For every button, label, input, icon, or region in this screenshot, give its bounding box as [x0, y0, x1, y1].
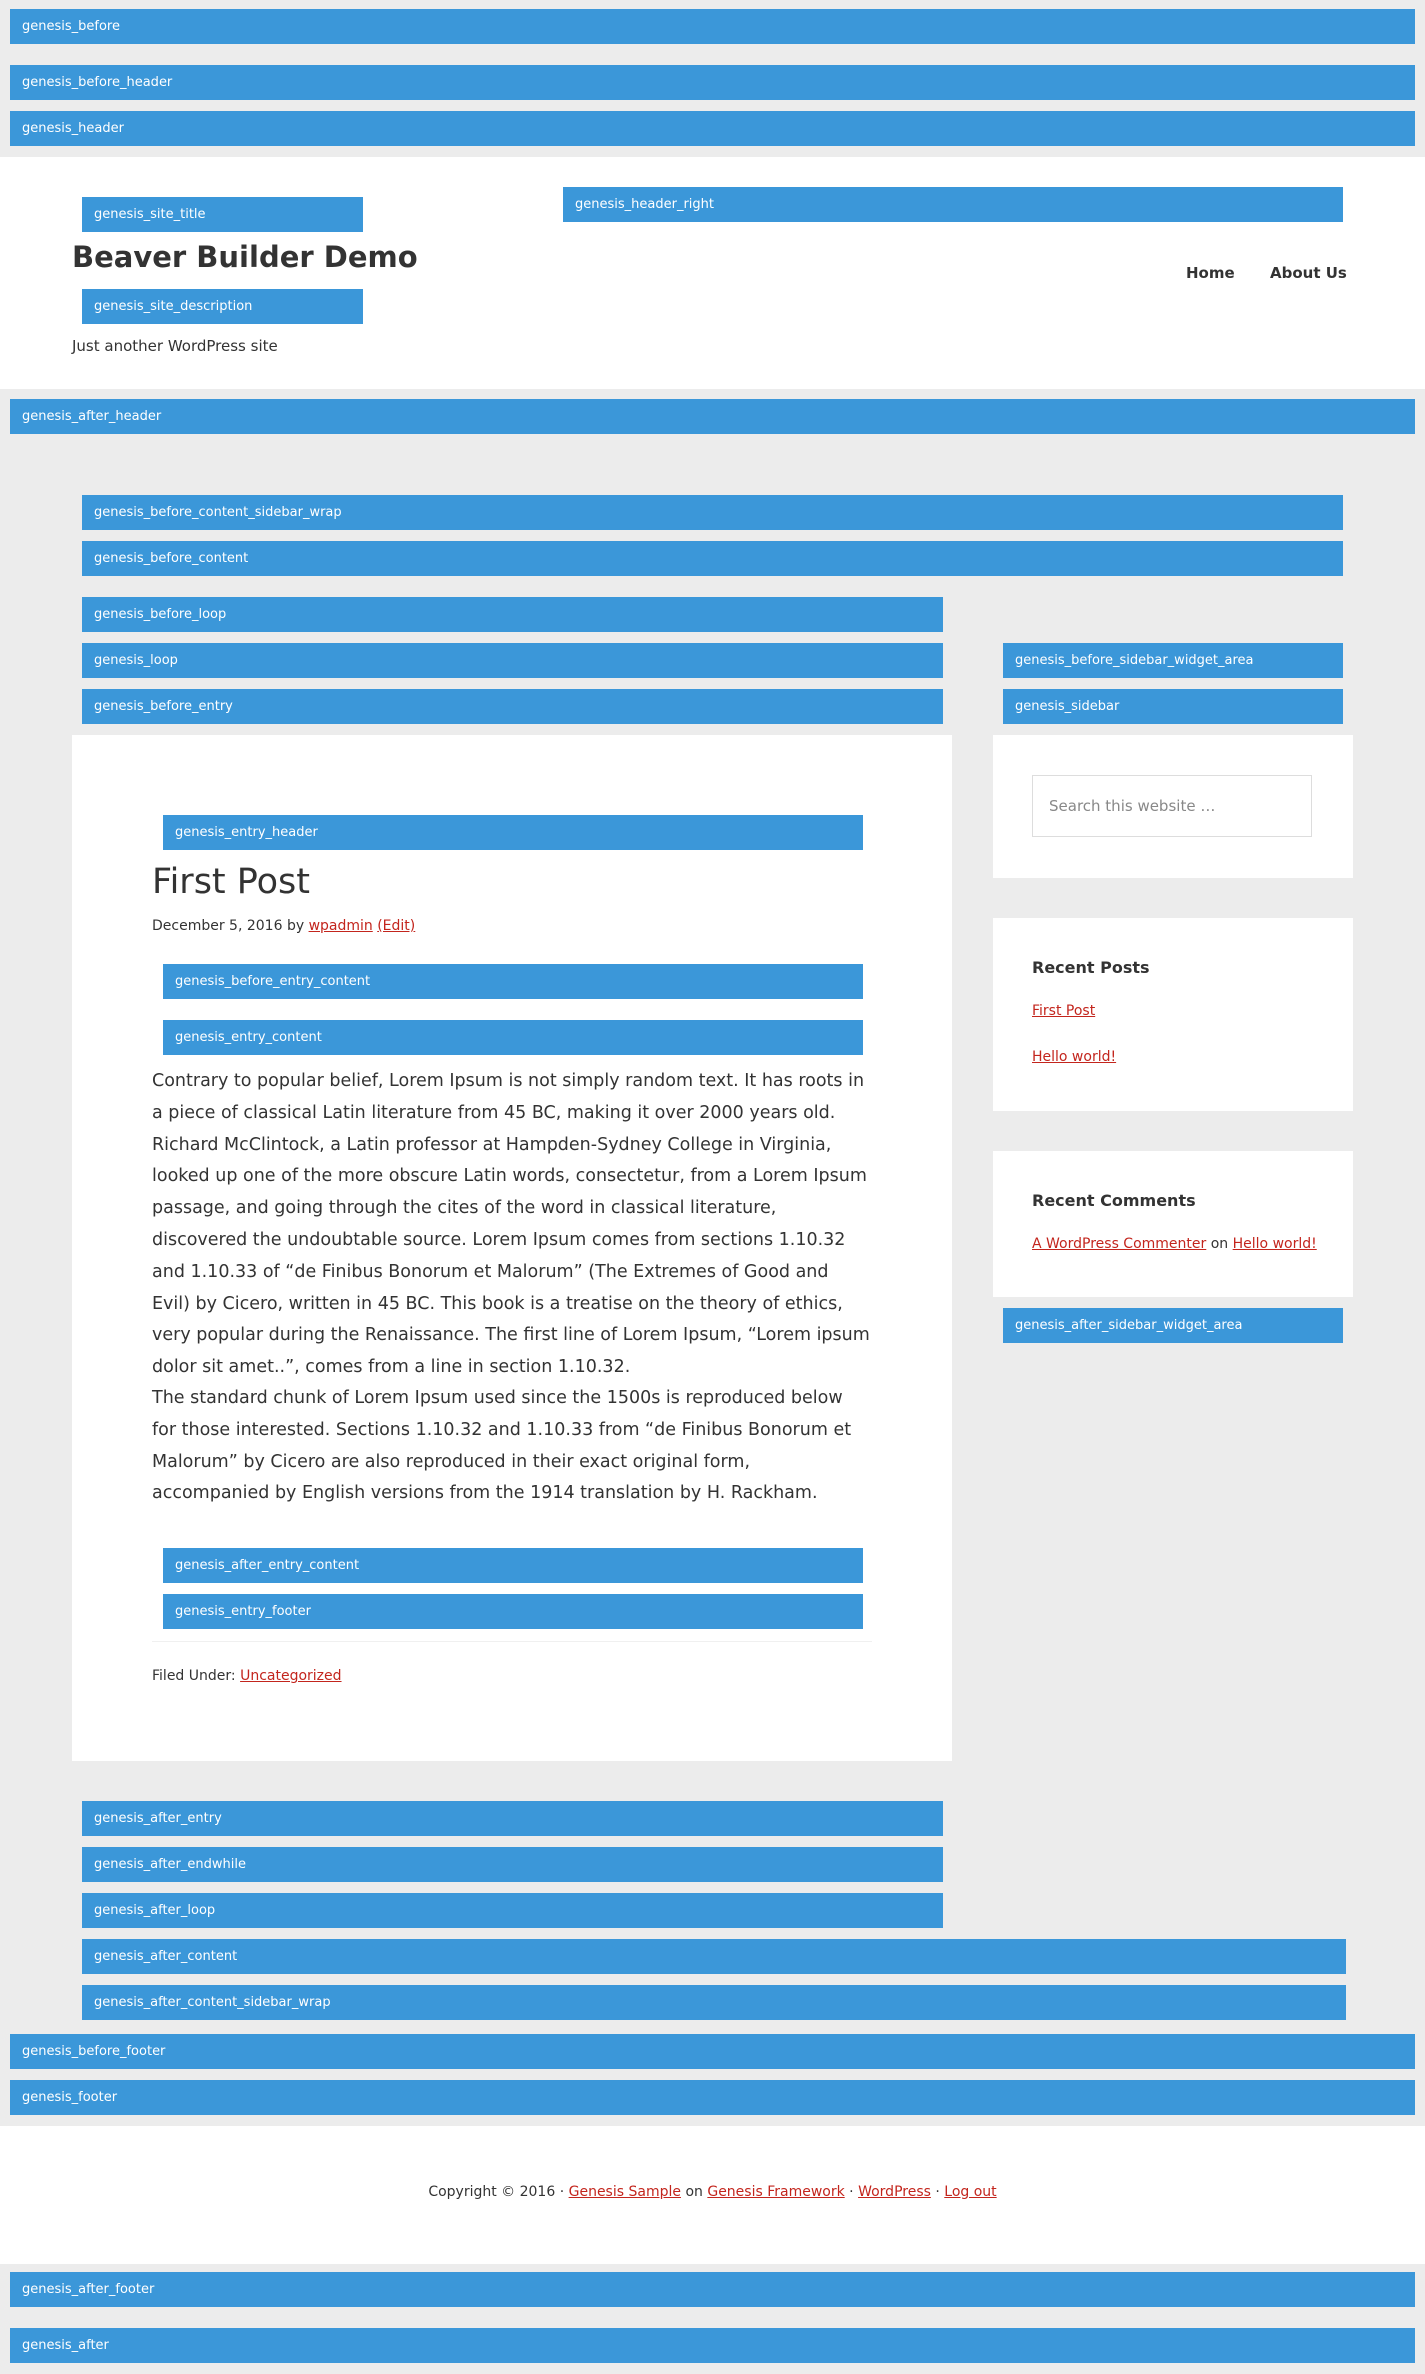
entry-edit-link[interactable]: (Edit) [377, 918, 416, 934]
hook-genesis-after-header: genesis_after_header [10, 399, 1415, 434]
entry-paragraph-2: The standard chunk of Lorem Ipsum used since the 1500s is reproduced below for those interested. Sections 1.10.32 and 1.10.33 from “de Finibus Bonorum et Malorum” by Cicero are also reproduced in their exact original form, accompanied by English versions from the 1914 translation by H. Rackham. [152, 1388, 852, 1504]
recent-post-link[interactable]: Hello world! [1032, 1049, 1117, 1065]
hook-genesis-after: genesis_after [10, 2328, 1415, 2363]
hook-genesis-sidebar: genesis_sidebar [1003, 689, 1343, 724]
hook-genesis-footer: genesis_footer [10, 2080, 1415, 2115]
category-link[interactable]: Uncategorized [240, 1668, 342, 1684]
hook-genesis-header: genesis_header [10, 111, 1415, 146]
hook-genesis-after-content: genesis_after_content [82, 1939, 1346, 1974]
hook-genesis-before-header: genesis_before_header [10, 65, 1415, 100]
hook-genesis-after-entry: genesis_after_entry [82, 1801, 943, 1836]
recent-comments-title: Recent Comments [1032, 1191, 1196, 1210]
genesis-framework-link[interactable]: Genesis Framework [707, 2184, 845, 2200]
comment-author-link[interactable]: A WordPress Commenter [1032, 1236, 1207, 1252]
recent-comment-item [1032, 1236, 1317, 1252]
hook-genesis-before: genesis_before [10, 9, 1415, 44]
comment-post-link[interactable]: Hello world! [1232, 1236, 1317, 1252]
copyright-text: Copyright © 2016 · [428, 2184, 565, 2200]
hook-genesis-entry-footer: genesis_entry_footer [163, 1594, 863, 1629]
logout-link[interactable]: Log out [944, 2184, 997, 2200]
hook-genesis-entry-header: genesis_entry_header [163, 815, 863, 850]
search-input[interactable] [1032, 775, 1312, 837]
hook-genesis-after-sidebar-widget-area: genesis_after_sidebar_widget_area [1003, 1308, 1343, 1343]
entry-categories [152, 1668, 342, 1684]
hook-genesis-after-endwhile: genesis_after_endwhile [82, 1847, 943, 1882]
wordpress-link[interactable]: WordPress [858, 2184, 931, 2200]
recent-post-link[interactable]: First Post [1032, 1003, 1096, 1019]
hook-genesis-entry-content: genesis_entry_content [163, 1020, 863, 1055]
site-description: Just another WordPress site [72, 337, 278, 355]
entry-footer-divider [152, 1641, 872, 1642]
hook-genesis-after-loop: genesis_after_loop [82, 1893, 943, 1928]
entry-by-label: by [286, 918, 305, 934]
hook-genesis-loop: genesis_loop [82, 643, 943, 678]
nav-item-home[interactable]: Home [1186, 264, 1235, 282]
site-title[interactable]: Beaver Builder Demo [72, 240, 418, 274]
comment-on-label: on [1210, 1236, 1229, 1252]
entry-date: December 5, 2016 [152, 918, 283, 934]
hook-genesis-site-title: genesis_site_title [82, 197, 363, 232]
nav-item-about-us[interactable]: About Us [1270, 264, 1347, 282]
hook-genesis-after-footer: genesis_after_footer [10, 2272, 1415, 2307]
filed-under-label: Filed Under: [152, 1668, 236, 1684]
entry-paragraph-1: Contrary to popular belief, Lorem Ipsum is not simply random text. It has roots in a piece of classical Latin literature from 45 BC, making it over 2000 years old. Richard McClintock, a Latin professor at Hampden-Sydney College in Virginia, looked up one of the more obscure Latin words, consectetur, from a Lorem Ipsum passage, and going through the cites of the word in classical literature, discovered the undoubtable source. Lorem Ipsum comes from sections 1.10.32 and 1.10.33 of “de Finibus Bonorum et Malorum” (The Extremes of Good and Evil) by Cicero, written in 45 BC. This book is a treatise on the theory of ethics, very popular during the Renaissance. The first line of Lorem Ipsum, “Lorem ipsum dolor sit amet..”, comes from a line in section 1.10.32. [152, 1071, 870, 1378]
hook-genesis-before-entry-content: genesis_before_entry_content [163, 964, 863, 999]
recent-posts-title: Recent Posts [1032, 958, 1150, 977]
hook-genesis-header-right: genesis_header_right [563, 187, 1343, 222]
hook-genesis-after-content-sidebar-wrap: genesis_after_content_sidebar_wrap [82, 1985, 1346, 2020]
entry-author-link[interactable]: wpadmin [308, 918, 373, 934]
hook-genesis-before-sidebar-widget-area: genesis_before_sidebar_widget_area [1003, 643, 1343, 678]
hook-genesis-before-footer: genesis_before_footer [10, 2034, 1415, 2069]
footer-credits [0, 2184, 1425, 2200]
footer-separator: · [849, 2184, 854, 2200]
hook-genesis-before-entry: genesis_before_entry [82, 689, 943, 724]
footer-separator: · [935, 2184, 940, 2200]
hook-genesis-before-content: genesis_before_content [82, 541, 1343, 576]
hook-genesis-before-loop: genesis_before_loop [82, 597, 943, 632]
entry-meta [152, 918, 415, 934]
footer-on-label: on [685, 2184, 703, 2200]
entry-title[interactable]: First Post [152, 862, 311, 902]
hook-genesis-site-description: genesis_site_description [82, 289, 363, 324]
genesis-sample-link[interactable]: Genesis Sample [568, 2184, 681, 2200]
recent-comments-widget [993, 1151, 1353, 1297]
hook-genesis-after-entry-content: genesis_after_entry_content [163, 1548, 863, 1583]
hook-genesis-before-content-sidebar-wrap: genesis_before_content_sidebar_wrap [82, 495, 1343, 530]
